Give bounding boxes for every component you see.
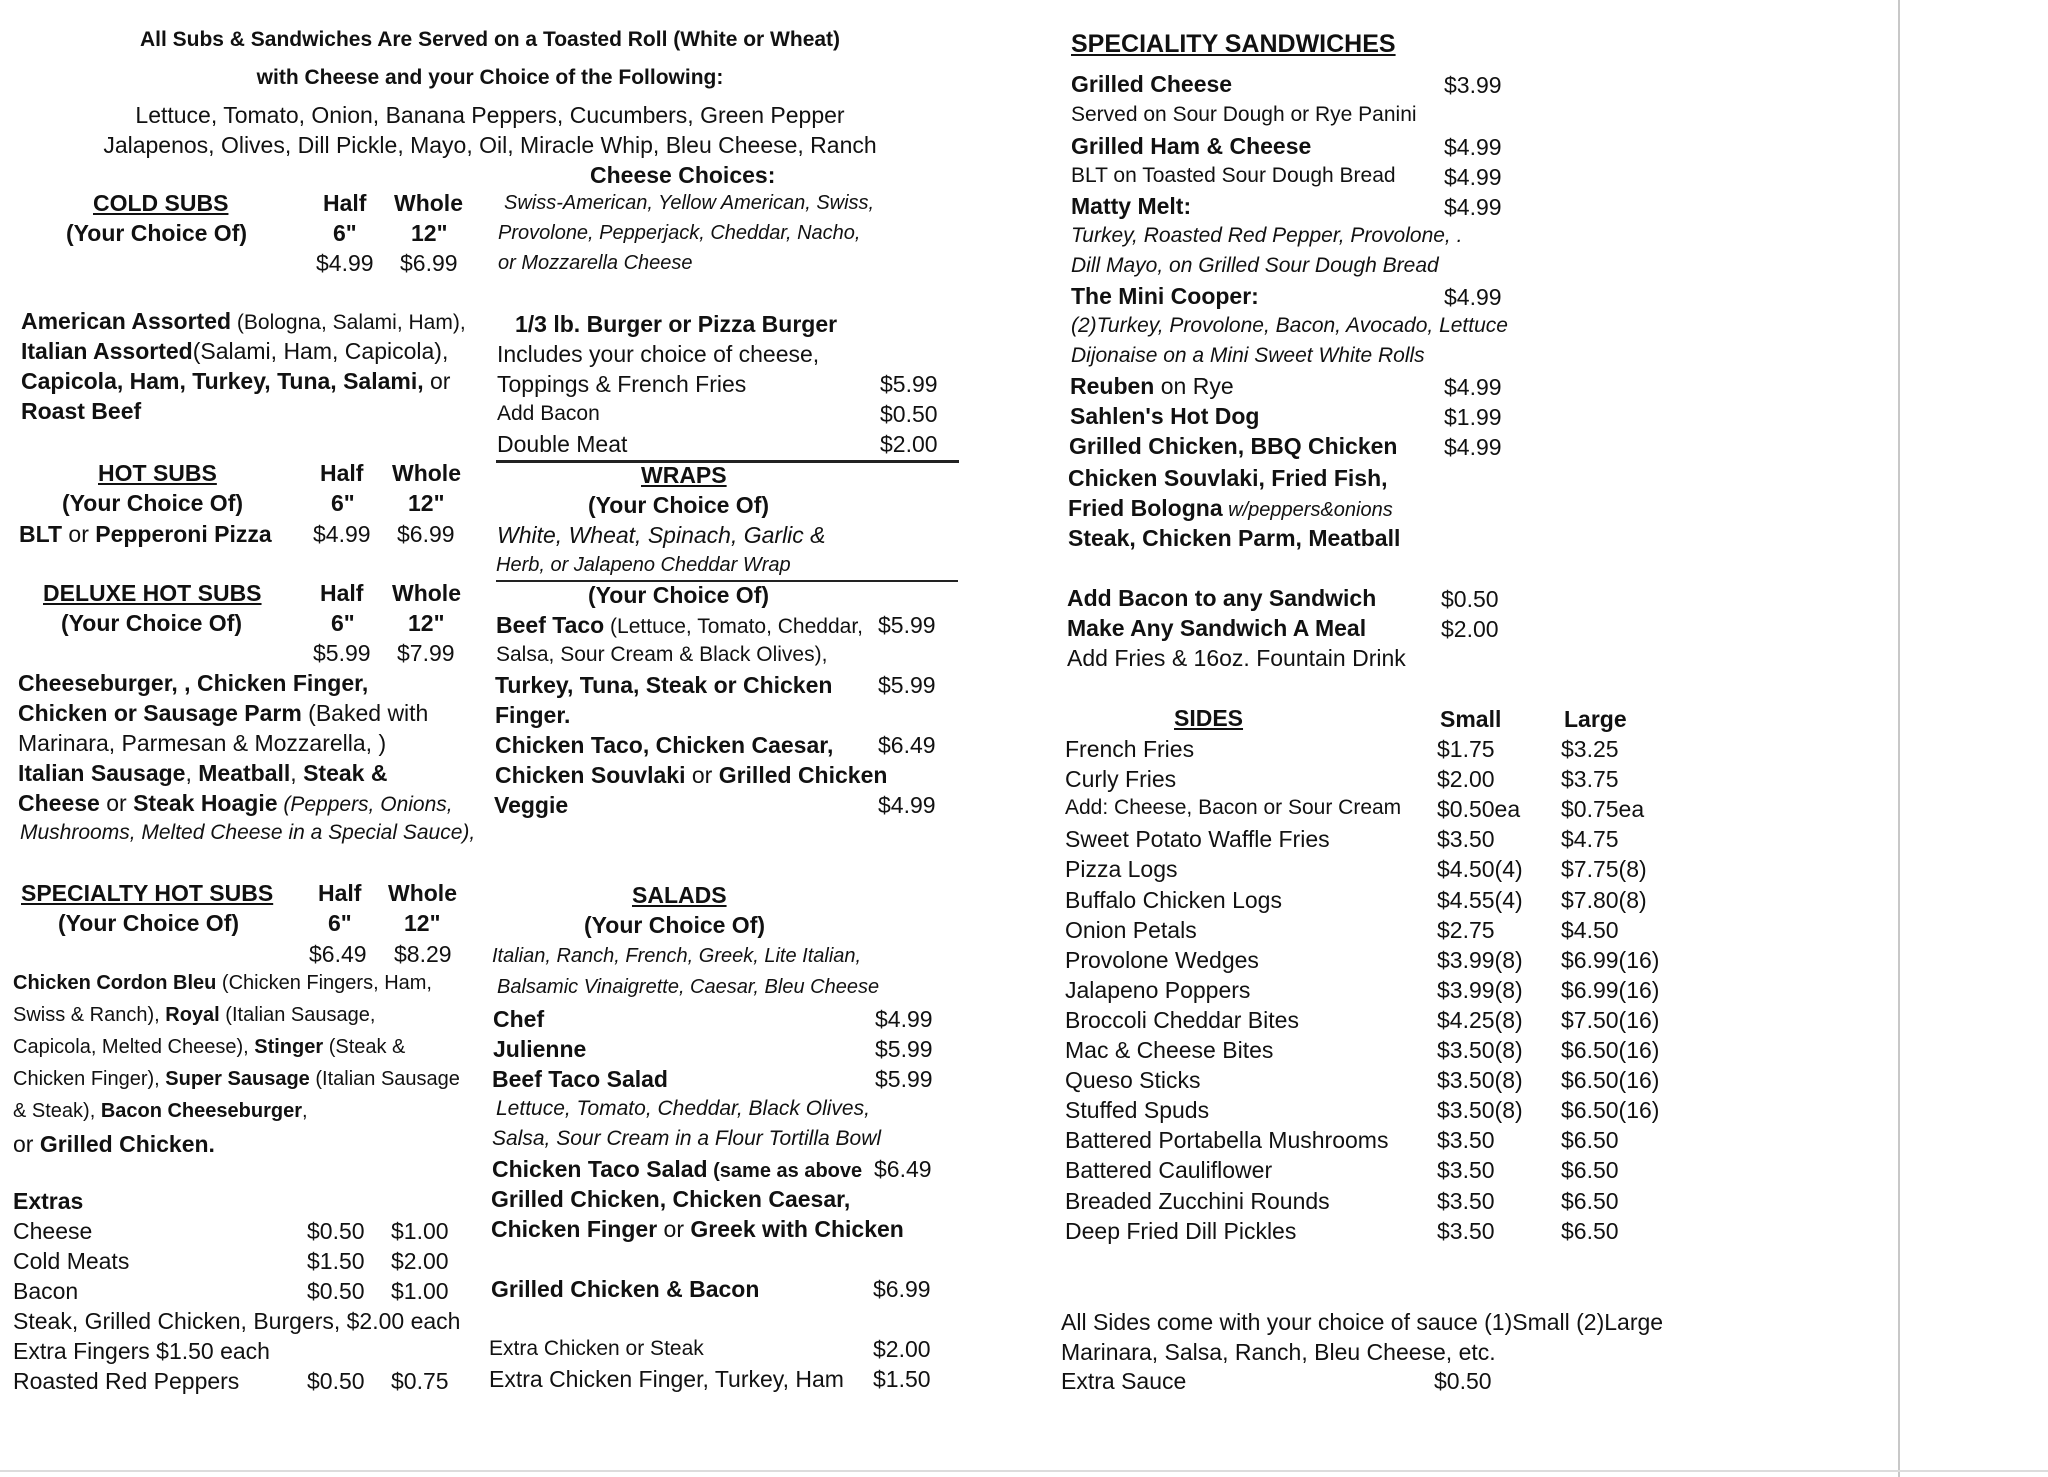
speciality-hot-dog: Sahlen's Hot Dog bbox=[1070, 403, 1260, 429]
sides-item-small-price: $3.50 bbox=[1437, 826, 1495, 852]
sides-item-name: Stuffed Spuds bbox=[1065, 1097, 1210, 1123]
salads-beef-taco-price: $5.99 bbox=[875, 1066, 933, 1092]
deluxe-desc-4: Italian Sausage, Meatball, Steak & bbox=[18, 760, 388, 786]
sides-item-small-price: $3.50 bbox=[1437, 1127, 1495, 1153]
deluxe-half-size: 6" bbox=[331, 610, 355, 636]
salads-title: SALADS bbox=[632, 882, 727, 908]
specialty-desc-6: or Grilled Chicken. bbox=[13, 1131, 215, 1157]
specialty-subtitle: (Your Choice Of) bbox=[58, 910, 240, 936]
salads-dressings-2: Balsamic Vinaigrette, Caesar, Bleu Cheese bbox=[497, 976, 880, 998]
speciality-title: SPECIALITY SANDWICHES bbox=[1071, 30, 1396, 58]
salads-extra-chicken-steak-price: $2.00 bbox=[873, 1336, 931, 1362]
cold-subs-title: COLD SUBS bbox=[93, 190, 229, 216]
intro-line-4: Jalapenos, Olives, Dill Pickle, Mayo, Oil, Miracle Whip, Bleu Cheese, Ranch bbox=[103, 132, 877, 158]
burger-divider bbox=[496, 460, 959, 463]
page-bottom-edge bbox=[0, 1470, 2048, 1472]
salads-extra-chicken-finger-price: $1.50 bbox=[873, 1366, 931, 1392]
hot-subs-whole-label: Whole bbox=[392, 460, 461, 486]
speciality-mini-cooper: The Mini Cooper: bbox=[1071, 283, 1259, 309]
deluxe-whole-label: Whole bbox=[392, 580, 461, 606]
speciality-mini-cooper-desc-1: (2)Turkey, Provolone, Bacon, Avocado, Lettuce bbox=[1071, 314, 1508, 337]
cheese-choices-title: Cheese Choices: bbox=[590, 162, 776, 188]
hot-subs-whole-price: $6.99 bbox=[397, 521, 455, 547]
speciality-hot-dog-price: $1.99 bbox=[1444, 404, 1502, 430]
sides-item-small-price: $4.25(8) bbox=[1437, 1007, 1523, 1033]
sides-item-small-price: $4.55(4) bbox=[1437, 887, 1523, 913]
sides-item-small-price: $2.00 bbox=[1437, 766, 1495, 792]
sides-item-large-price: $3.25 bbox=[1561, 736, 1619, 762]
specialty-desc-2: Swiss & Ranch), Royal (Italian Sausage, bbox=[13, 1004, 376, 1026]
sides-item-large-price: $4.50 bbox=[1561, 917, 1619, 943]
specialty-whole-label: Whole bbox=[388, 880, 457, 906]
extras-row-p1: $0.50 bbox=[307, 1278, 365, 1304]
cold-subs-desc-1: American Assorted (Bologna, Salami, Ham), bbox=[21, 308, 466, 334]
burger-add-bacon-price: $0.50 bbox=[880, 401, 938, 427]
sides-item-name: French Fries bbox=[1065, 736, 1195, 762]
extras-rrp-p2: $0.75 bbox=[391, 1368, 449, 1394]
extras-fingers-line: Extra Fingers $1.50 each bbox=[13, 1338, 270, 1364]
deluxe-desc-1: Cheeseburger, , Chicken Finger, bbox=[18, 670, 369, 696]
cold-subs-desc-3: Capicola, Ham, Turkey, Tuna, Salami, or bbox=[21, 368, 451, 394]
sides-item-name: Battered Cauliflower bbox=[1065, 1157, 1273, 1183]
salads-chicken-taco-price: $6.49 bbox=[874, 1156, 932, 1182]
salads-chef: Chef bbox=[493, 1006, 545, 1032]
sides-note-1: All Sides come with your choice of sauce (1)Small (2)Large bbox=[1061, 1309, 1664, 1335]
wraps-title: WRAPS bbox=[641, 462, 727, 488]
sides-item-name: Provolone Wedges bbox=[1065, 947, 1259, 973]
specialty-half-size: 6" bbox=[328, 910, 352, 936]
wraps-subtitle-2: (Your Choice Of) bbox=[588, 582, 770, 608]
specialty-title: SPECIALTY HOT SUBS bbox=[21, 880, 274, 906]
cold-subs-desc-2: Italian Assorted(Salami, Ham, Capicola), bbox=[21, 338, 449, 364]
hot-subs-half-label: Half bbox=[320, 460, 364, 486]
specialty-half-price: $6.49 bbox=[309, 941, 367, 967]
cold-subs-whole-price: $6.99 bbox=[400, 250, 458, 276]
extras-row-p2: $1.00 bbox=[391, 1278, 449, 1304]
sides-item-large-price: $6.50(16) bbox=[1561, 1067, 1660, 1093]
sides-item-name: Battered Portabella Mushrooms bbox=[1065, 1127, 1389, 1153]
sides-extra-sauce-price: $0.50 bbox=[1434, 1368, 1492, 1394]
wraps-chicken-souvlaki: Chicken Souvlaki or Grilled Chicken bbox=[495, 762, 888, 788]
salads-beef-taco: Beef Taco Salad bbox=[492, 1066, 668, 1092]
speciality-matty-melt-desc-2: Dill Mayo, on Grilled Sour Dough Bread bbox=[1071, 254, 1439, 277]
sides-item-large-price: $7.50(16) bbox=[1561, 1007, 1660, 1033]
burger-title: 1/3 lb. Burger or Pizza Burger bbox=[515, 311, 838, 337]
speciality-ham-cheese-price: $4.99 bbox=[1444, 134, 1502, 160]
deluxe-subtitle: (Your Choice Of) bbox=[61, 610, 243, 636]
salads-grilled-chicken-bacon-price: $6.99 bbox=[873, 1276, 931, 1302]
sides-item-large-price: $6.50 bbox=[1561, 1157, 1619, 1183]
deluxe-half-price: $5.99 bbox=[313, 640, 371, 666]
salads-dressings-1: Italian, Ranch, French, Greek, Lite Italian, bbox=[492, 945, 862, 967]
speciality-add-bacon: Add Bacon to any Sandwich bbox=[1067, 585, 1377, 611]
wraps-line-2: Herb, or Jalapeno Cheddar Wrap bbox=[496, 554, 791, 576]
sides-item-name: Queso Sticks bbox=[1065, 1067, 1201, 1093]
sides-item-name: Deep Fried Dill Pickles bbox=[1065, 1218, 1297, 1244]
sides-item-name: Sweet Potato Waffle Fries bbox=[1065, 826, 1330, 852]
speciality-grilled-cheese-desc: Served on Sour Dough or Rye Panini bbox=[1071, 103, 1417, 126]
speciality-matty-melt-price: $4.99 bbox=[1444, 194, 1502, 220]
speciality-fried-bologna: Fried Bologna w/peppers&onions bbox=[1068, 495, 1393, 521]
cold-subs-whole-label: Whole bbox=[394, 190, 463, 216]
deluxe-desc-6: Mushrooms, Melted Cheese in a Special Sauce), bbox=[20, 821, 476, 844]
speciality-meal-desc: Add Fries & 16oz. Fountain Drink bbox=[1067, 645, 1406, 671]
salads-beef-taco-desc-1: Lettuce, Tomato, Cheddar, Black Olives, bbox=[496, 1097, 870, 1120]
sides-item-name: Buffalo Chicken Logs bbox=[1065, 887, 1282, 913]
salads-chef-price: $4.99 bbox=[875, 1006, 933, 1032]
speciality-mini-cooper-price: $4.99 bbox=[1444, 284, 1502, 310]
cheese-choices-line-3: or Mozzarella Cheese bbox=[498, 252, 693, 274]
salads-extra-chicken-finger: Extra Chicken Finger, Turkey, Ham bbox=[489, 1366, 844, 1392]
intro-line-1: All Subs & Sandwiches Are Served on a Toasted Roll (White or Wheat) bbox=[139, 28, 841, 51]
sides-item-name: Add: Cheese, Bacon or Sour Cream bbox=[1065, 796, 1402, 819]
extras-steak-line: Steak, Grilled Chicken, Burgers, $2.00 each bbox=[13, 1308, 461, 1334]
sides-item-large-price: $6.50(16) bbox=[1561, 1097, 1660, 1123]
speciality-matty-melt: Matty Melt: bbox=[1071, 193, 1192, 219]
intro-line-3: Lettuce, Tomato, Onion, Banana Peppers, Cucumbers, Green Pepper bbox=[135, 102, 845, 128]
sides-item-large-price: $6.50(16) bbox=[1561, 1037, 1660, 1063]
hot-subs-subtitle: (Your Choice Of) bbox=[62, 490, 244, 516]
sides-item-small-price: $3.50(8) bbox=[1437, 1067, 1523, 1093]
sides-item-large-price: $7.80(8) bbox=[1561, 887, 1647, 913]
specialty-whole-size: 12" bbox=[404, 910, 441, 936]
sides-item-large-price: $3.75 bbox=[1561, 766, 1619, 792]
burger-double-meat: Double Meat bbox=[497, 431, 628, 457]
sides-item-small-price: $3.50 bbox=[1437, 1218, 1495, 1244]
salads-julienne-price: $5.99 bbox=[875, 1036, 933, 1062]
sides-item-small-price: $3.50 bbox=[1437, 1188, 1495, 1214]
sides-item-small-price: $3.50(8) bbox=[1437, 1037, 1523, 1063]
extras-row-p2: $2.00 bbox=[391, 1248, 449, 1274]
wraps-beef-taco-price: $5.99 bbox=[878, 612, 936, 638]
extras-row-p1: $0.50 bbox=[307, 1218, 365, 1244]
sides-title: SIDES bbox=[1174, 705, 1244, 731]
specialty-desc-4: Chicken Finger), Super Sausage (Italian Sausage bbox=[13, 1068, 460, 1090]
speciality-meal-price: $2.00 bbox=[1441, 616, 1499, 642]
wraps-veggie: Veggie bbox=[494, 792, 569, 818]
wraps-chicken-taco-price: $6.49 bbox=[878, 732, 936, 758]
wraps-turkey-tuna-finger: Finger. bbox=[495, 702, 571, 728]
hot-subs-half-price: $4.99 bbox=[313, 521, 371, 547]
burger-double-meat-price: $2.00 bbox=[880, 431, 938, 457]
extras-rrp-p1: $0.50 bbox=[307, 1368, 365, 1394]
speciality-meal: Make Any Sandwich A Meal bbox=[1067, 615, 1367, 641]
deluxe-half-label: Half bbox=[320, 580, 364, 606]
deluxe-whole-size: 12" bbox=[408, 610, 445, 636]
sides-small-label: Small bbox=[1440, 706, 1502, 732]
extras-rrp: Roasted Red Peppers bbox=[13, 1368, 240, 1394]
extras-row-p1: $1.50 bbox=[307, 1248, 365, 1274]
sides-item-large-price: $6.50 bbox=[1561, 1188, 1619, 1214]
extras-row: Cheese bbox=[13, 1218, 93, 1244]
salads-grilled-chicken-2: Chicken Finger or Greek with Chicken bbox=[491, 1216, 904, 1242]
speciality-add-bacon-price: $0.50 bbox=[1441, 586, 1499, 612]
burger-add-bacon: Add Bacon bbox=[497, 402, 600, 425]
speciality-grilled-chicken-price: $4.99 bbox=[1444, 434, 1502, 460]
deluxe-title: DELUXE HOT SUBS bbox=[43, 580, 262, 606]
wraps-turkey-tuna-price: $5.99 bbox=[878, 672, 936, 698]
extras-row: Bacon bbox=[13, 1278, 79, 1304]
extras-row: Cold Meats bbox=[13, 1248, 130, 1274]
page-edge bbox=[1898, 0, 1900, 1477]
specialty-whole-price: $8.29 bbox=[394, 941, 452, 967]
salads-beef-taco-desc-2: Salsa, Sour Cream in a Flour Tortilla Bowl bbox=[492, 1127, 882, 1150]
speciality-souvlaki-fish: Chicken Souvlaki, Fried Fish, bbox=[1068, 465, 1388, 491]
sides-item-name: Breaded Zucchini Rounds bbox=[1065, 1188, 1330, 1214]
hot-subs-items: BLT or Pepperoni Pizza bbox=[19, 521, 272, 547]
burger-line-2: Toppings & French Fries bbox=[497, 371, 747, 397]
salads-grilled-chicken-1: Grilled Chicken, Chicken Caesar, bbox=[491, 1186, 851, 1212]
speciality-reuben-price: $4.99 bbox=[1444, 374, 1502, 400]
wraps-veggie-price: $4.99 bbox=[878, 792, 936, 818]
wraps-beef-taco-desc: Salsa, Sour Cream & Black Olives), bbox=[496, 643, 828, 666]
sides-item-small-price: $3.99(8) bbox=[1437, 977, 1523, 1003]
sides-item-large-price: $4.75 bbox=[1561, 826, 1619, 852]
salads-extra-chicken-steak: Extra Chicken or Steak bbox=[489, 1337, 704, 1360]
sides-item-small-price: $3.99(8) bbox=[1437, 947, 1523, 973]
sides-item-large-price: $6.50 bbox=[1561, 1218, 1619, 1244]
speciality-ham-cheese: Grilled Ham & Cheese bbox=[1071, 133, 1312, 159]
deluxe-desc-3: Marinara, Parmesan & Mozzarella, ) bbox=[18, 730, 387, 756]
sides-item-large-price: $6.50 bbox=[1561, 1127, 1619, 1153]
sides-item-large-price: $6.99(16) bbox=[1561, 977, 1660, 1003]
sides-item-small-price: $2.75 bbox=[1437, 917, 1495, 943]
sides-item-name: Broccoli Cheddar Bites bbox=[1065, 1007, 1299, 1033]
sides-note-2: Marinara, Salsa, Ranch, Bleu Cheese, etc. bbox=[1061, 1339, 1496, 1365]
speciality-reuben: Reuben on Rye bbox=[1070, 373, 1234, 399]
sides-item-large-price: $6.99(16) bbox=[1561, 947, 1660, 973]
wraps-line-1: White, Wheat, Spinach, Garlic & bbox=[497, 522, 826, 548]
extras-row-p2: $1.00 bbox=[391, 1218, 449, 1244]
sides-large-label: Large bbox=[1564, 706, 1627, 732]
cold-subs-half-price: $4.99 bbox=[316, 250, 374, 276]
cold-subs-subtitle: (Your Choice Of) bbox=[66, 220, 248, 246]
sides-item-name: Onion Petals bbox=[1065, 917, 1197, 943]
speciality-blt: BLT on Toasted Sour Dough Bread bbox=[1071, 164, 1396, 187]
deluxe-whole-price: $7.99 bbox=[397, 640, 455, 666]
burger-price: $5.99 bbox=[880, 371, 938, 397]
speciality-grilled-chicken: Grilled Chicken, BBQ Chicken bbox=[1069, 433, 1398, 459]
wraps-beef-taco: Beef Taco (Lettuce, Tomato, Cheddar, bbox=[496, 612, 863, 638]
cold-subs-whole-size: 12" bbox=[411, 220, 448, 246]
specialty-desc-5: & Steak), Bacon Cheeseburger, bbox=[13, 1100, 308, 1122]
speciality-blt-price: $4.99 bbox=[1444, 164, 1502, 190]
deluxe-desc-5: Cheese or Steak Hoagie (Peppers, Onions, bbox=[18, 790, 453, 816]
cheese-choices-line-1: Swiss-American, Yellow American, Swiss, bbox=[504, 192, 875, 214]
speciality-steak-parm: Steak, Chicken Parm, Meatball bbox=[1068, 525, 1401, 551]
intro-line-2: with Cheese and your Choice of the Following: bbox=[256, 66, 724, 89]
speciality-grilled-cheese: Grilled Cheese bbox=[1071, 71, 1233, 97]
sides-item-name: Mac & Cheese Bites bbox=[1065, 1037, 1274, 1063]
specialty-half-label: Half bbox=[318, 880, 362, 906]
cold-subs-half-label: Half bbox=[323, 190, 367, 216]
cold-subs-half-size: 6" bbox=[333, 220, 357, 246]
specialty-desc-1: Chicken Cordon Bleu (Chicken Fingers, Ham, bbox=[13, 972, 432, 994]
burger-line-1: Includes your choice of cheese, bbox=[497, 341, 820, 367]
wraps-subtitle: (Your Choice Of) bbox=[588, 492, 770, 518]
sides-item-small-price: $1.75 bbox=[1437, 736, 1495, 762]
sides-item-name: Curly Fries bbox=[1065, 766, 1177, 792]
sides-item-large-price: $0.75ea bbox=[1561, 796, 1645, 822]
extras-title: Extras bbox=[13, 1188, 84, 1214]
speciality-matty-melt-desc-1: Turkey, Roasted Red Pepper, Provolone, . bbox=[1071, 224, 1463, 247]
hot-subs-half-size: 6" bbox=[331, 490, 355, 516]
wraps-turkey-tuna: Turkey, Tuna, Steak or Chicken bbox=[495, 672, 833, 698]
sides-item-small-price: $3.50(8) bbox=[1437, 1097, 1523, 1123]
deluxe-desc-2: Chicken or Sausage Parm (Baked with bbox=[18, 700, 429, 726]
sides-item-small-price: $0.50ea bbox=[1437, 796, 1521, 822]
wraps-chicken-taco: Chicken Taco, Chicken Caesar, bbox=[495, 732, 834, 758]
speciality-grilled-cheese-price: $3.99 bbox=[1444, 72, 1502, 98]
sides-item-large-price: $7.75(8) bbox=[1561, 856, 1647, 882]
sides-item-small-price: $3.50 bbox=[1437, 1157, 1495, 1183]
hot-subs-whole-size: 12" bbox=[408, 490, 445, 516]
cold-subs-desc-4: Roast Beef bbox=[21, 398, 142, 424]
sides-item-name: Jalapeno Poppers bbox=[1065, 977, 1251, 1003]
salads-subtitle: (Your Choice Of) bbox=[584, 912, 766, 938]
hot-subs-title: HOT SUBS bbox=[98, 460, 217, 486]
speciality-mini-cooper-desc-2: Dijonaise on a Mini Sweet White Rolls bbox=[1071, 344, 1425, 367]
specialty-desc-3: Capicola, Melted Cheese), Stinger (Steak & bbox=[13, 1036, 406, 1058]
sides-item-name: Pizza Logs bbox=[1065, 856, 1178, 882]
salads-chicken-taco: Chicken Taco Salad (same as above bbox=[492, 1156, 863, 1182]
salads-grilled-chicken-bacon: Grilled Chicken & Bacon bbox=[491, 1276, 760, 1302]
sides-extra-sauce: Extra Sauce bbox=[1061, 1368, 1187, 1394]
salads-julienne: Julienne bbox=[493, 1036, 587, 1062]
cheese-choices-line-2: Provolone, Pepperjack, Cheddar, Nacho, bbox=[498, 222, 861, 244]
sides-item-small-price: $4.50(4) bbox=[1437, 856, 1523, 882]
